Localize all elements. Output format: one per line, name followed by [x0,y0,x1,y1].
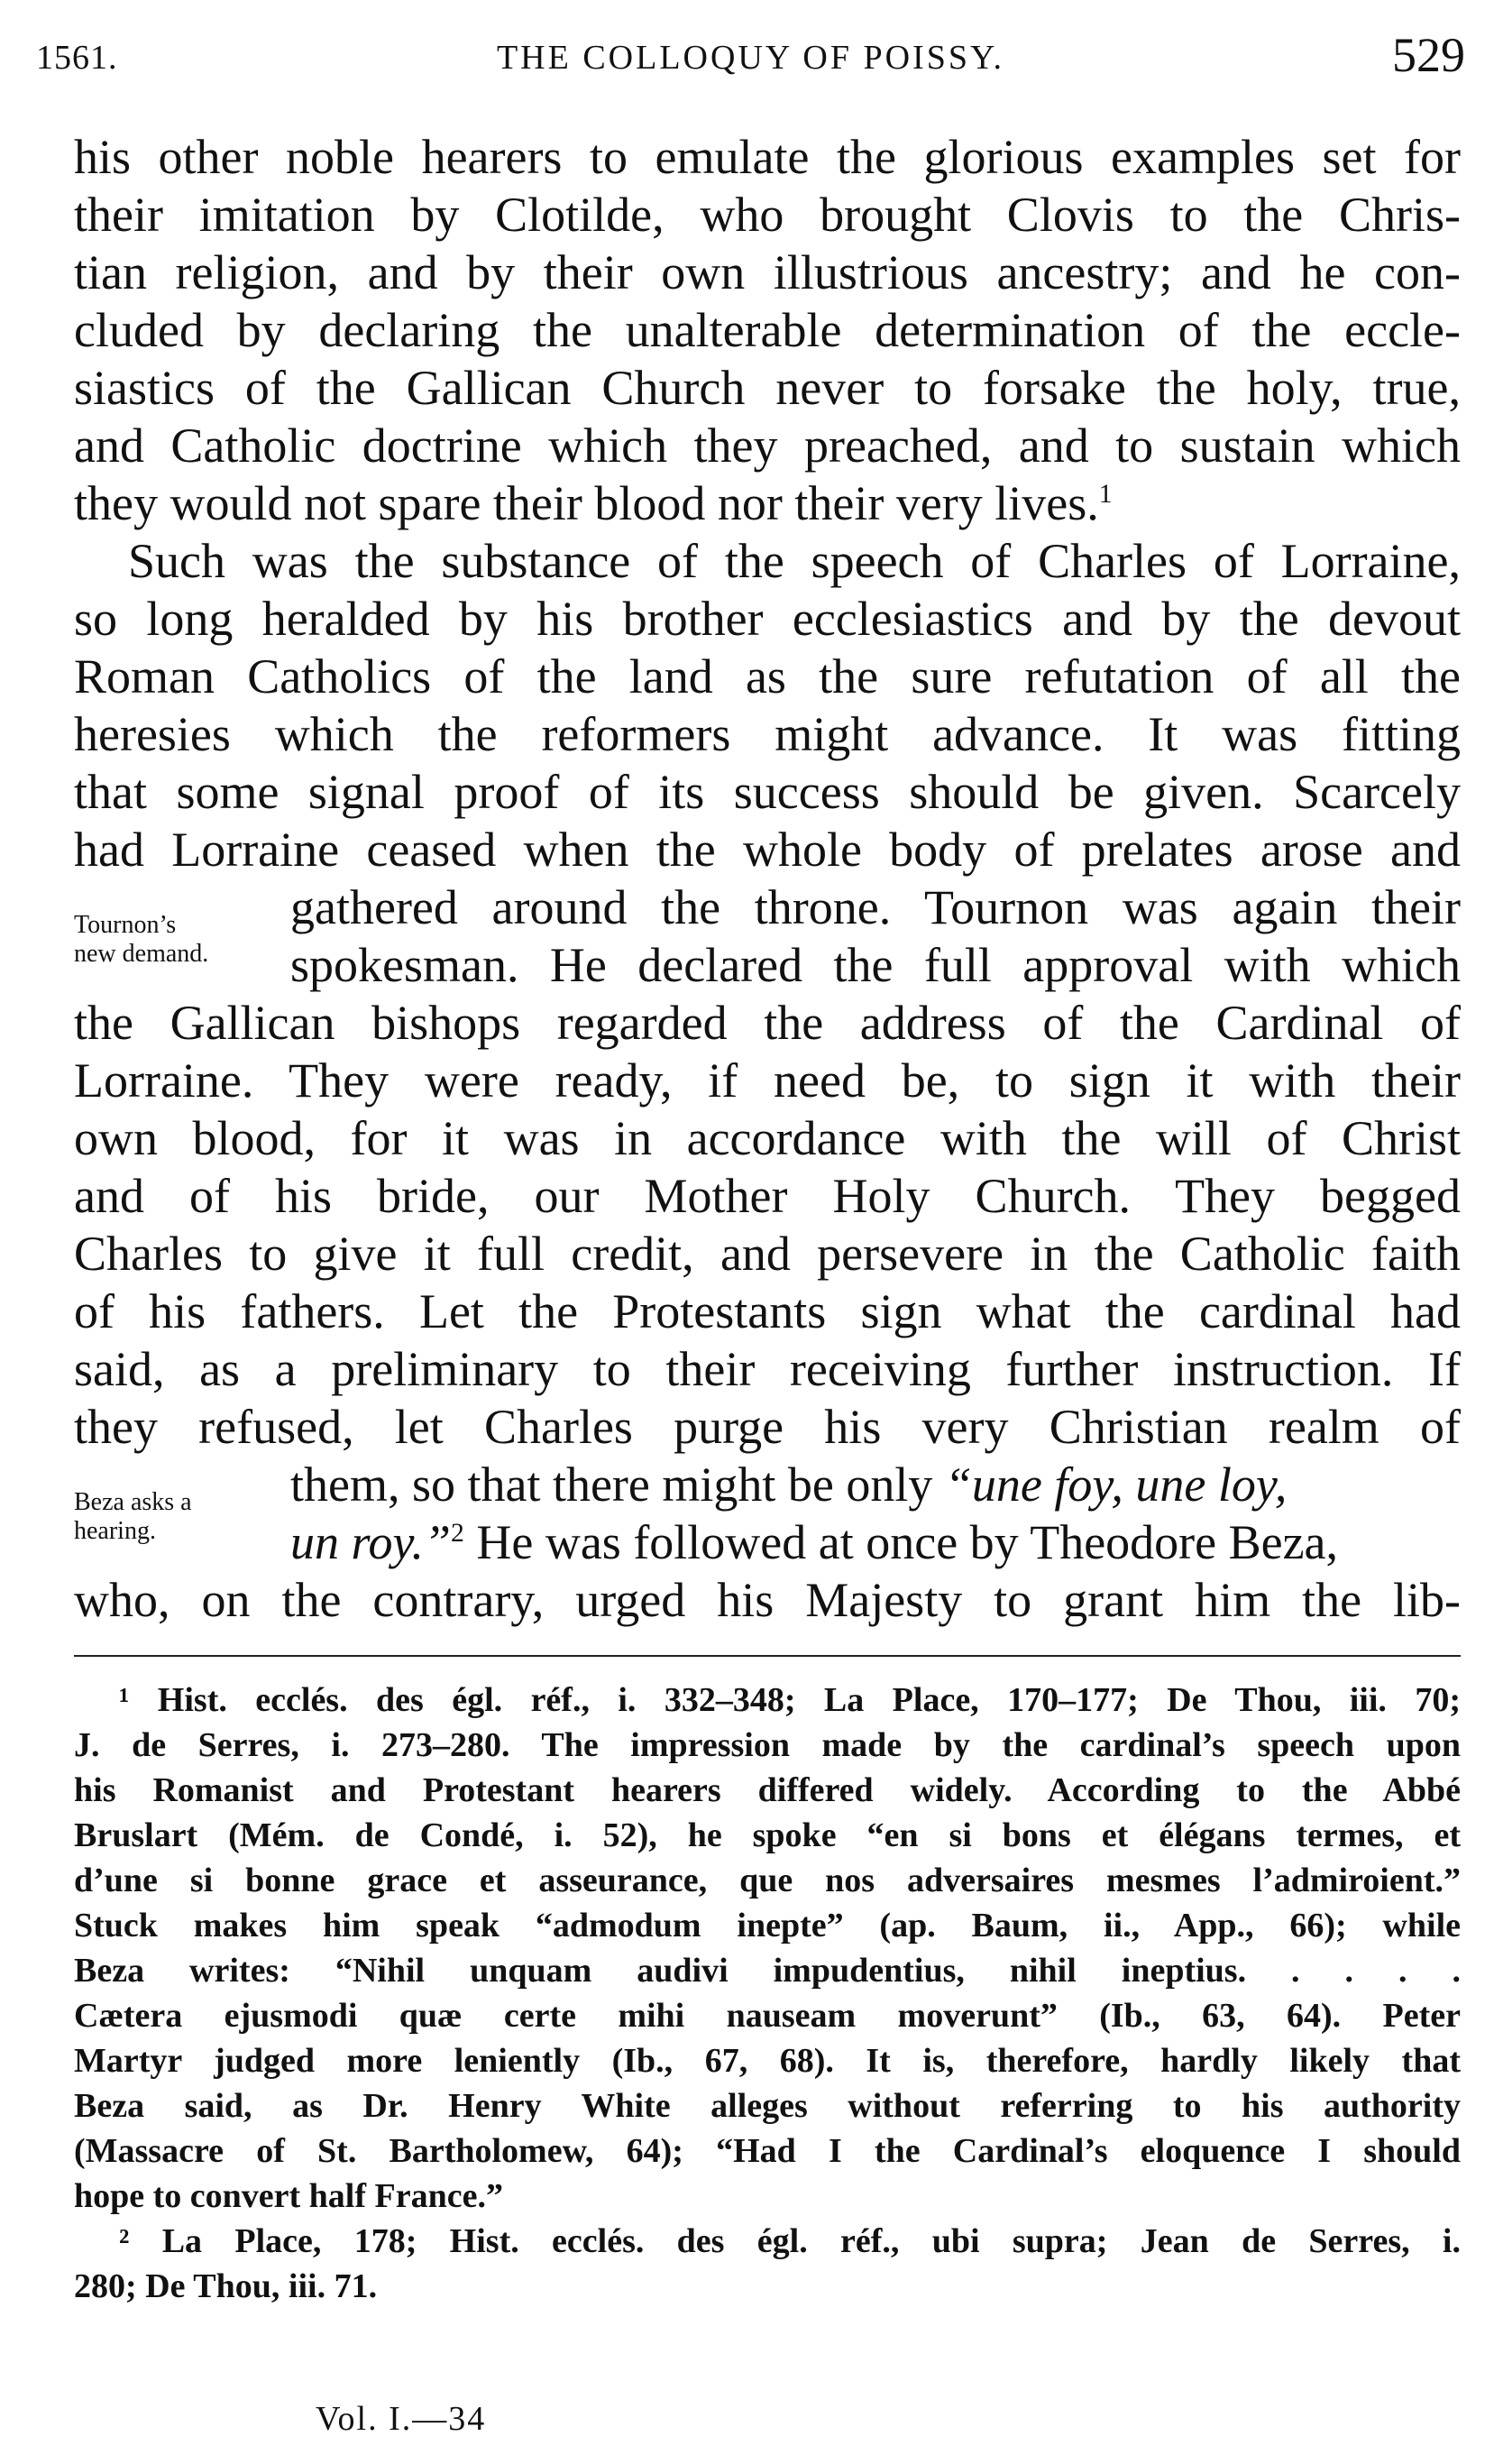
margin-note-tournon [74,911,208,969]
footnote-line: his Romanist and Protestant hearers differed widely. According to the Abbé [74,1771,1461,1809]
body-line: gathered around the throne. Tournon was again their [290,880,1461,934]
body-line [290,1456,1461,1513]
body-line: heresies which the reformers might advance. It was fitting [74,707,1461,761]
footnote-divider [74,1655,1461,1657]
footnote-line: Martyr judged more leniently (Ib., 67, 68). It is, therefore, hardly likely that [74,2042,1461,2080]
header-year: 1561. [36,39,118,77]
body-line: their imitation by Clotilde, who brought Clovis to the Chris- [74,188,1461,242]
body-line: they refused, let Charles purge his very Christian realm of [74,1400,1461,1454]
header-title: THE COLLOQUY OF POISSY. [496,39,1005,77]
footnote-line: hope to convert half France.” [74,2177,503,2215]
body-line-text: them, so that there might be only [290,1457,933,1512]
footnote-line: ² La Place, 178; Hist. ecclés. des égl. réf., ubi supra; Jean de Serres, i. [119,2222,1461,2260]
body-line [290,1513,1461,1571]
margin-note-line: hearing. [74,1517,156,1545]
body-line: said, as a preliminary to their receiving further instruction. If [74,1342,1461,1396]
body-line: Such was the substance of the speech of Charles of Lorraine, [128,534,1461,588]
footnote-line: 280; De Thou, iii. 71. [74,2267,378,2305]
margin-note-line: new demand. [74,940,209,968]
body-line: had Lorraine ceased when the whole body of prelates arose and [74,823,1461,877]
running-header [36,27,1465,90]
body-line: and of his bride, our Mother Holy Church. They begged [74,1169,1461,1223]
body-line: of his fathers. Let the Protestants sign what the cardinal had [74,1284,1461,1338]
footnote-line: Stuck makes him speak “admodum inepte” (ap. Baum, ii., App., 66); while [74,1907,1461,1945]
body-line-text: they would not spare their blood nor their very lives. [74,476,1099,530]
body-line: the Gallican bishops regarded the address of the Cardinal of [74,996,1461,1050]
body-line: spokesman. He declared the full approval with which [290,938,1461,992]
body-line-text: He was followed at once by Theodore Beza, [476,1515,1339,1569]
body-line: own blood, for it was in accordance with the will of Christ [74,1111,1461,1165]
footnote-ref-1: 1 [1098,480,1113,509]
body-line: that some signal proof of its success should be given. Scarcely [74,765,1461,819]
body-line: and Catholic doctrine which they preached, and to sustain which [74,418,1461,473]
footnote-ref-2: 2 [451,1519,464,1548]
footnote-line: Beza said, as Dr. Henry White alleges without referring to his authority [74,2087,1461,2125]
body-line: Charles to give it full credit, and persevere in the Catholic faith [74,1227,1461,1281]
body-line: Roman Catholics of the land as the sure refutation of all the [74,649,1461,703]
body-line [74,474,1461,532]
footnote-line: Cætera ejusmodi quæ certe mihi nauseam moverunt” (Ib., 63, 64). Peter [74,1997,1461,2035]
footnote-line: Bruslart (Mém. de Condé, i. 52), he spoke “en si bons et élégans termes, et [74,1816,1461,1854]
page-number: 529 [1392,28,1465,82]
quoted-french-end: un roy.” [290,1515,452,1569]
margin-note-beza [74,1488,192,1546]
footnote-line: J. de Serres, i. 273–280. The impression made by the cardinal’s speech upon [74,1726,1461,1764]
body-line: who, on the contrary, urged his Majesty to grant him the lib- [74,1573,1461,1627]
footnote-line: (Massacre of St. Bartholomew, 64); “Had I the Cardinal’s eloquence I should [74,2132,1461,2170]
footnote-line: Beza writes: “Nihil unquam audivi impudentius, nihil ineptius. . . . . [74,1952,1461,1990]
quoted-french: “une foy, une loy, [944,1457,1288,1512]
footnote-line: d’une si bonne grace et asseurance, que nos adversaires mesmes l’admiroient.” [74,1862,1461,1899]
margin-note-line: Beza asks a [74,1488,192,1516]
footnote-line: ¹ Hist. ecclés. des égl. réf., i. 332–348; La Place, 170–177; De Thou, iii. 70; [119,1681,1461,1719]
signature-mark: Vol. I.—34 [316,2400,487,2438]
body-line: siastics of the Gallican Church never to forsake the holy, true, [74,361,1461,415]
body-line: cluded by declaring the unalterable determination of the eccle- [74,303,1461,357]
body-line: Lorraine. They were ready, if need be, to sign it with their [74,1053,1461,1108]
body-line: so long heralded by his brother ecclesiastics and by the devout [74,592,1461,646]
body-line: tian religion, and by their own illustrious ancestry; and he con- [74,245,1461,299]
margin-note-line: Tournon’s [74,911,177,939]
body-line: his other noble hearers to emulate the glorious examples set for [74,130,1461,184]
